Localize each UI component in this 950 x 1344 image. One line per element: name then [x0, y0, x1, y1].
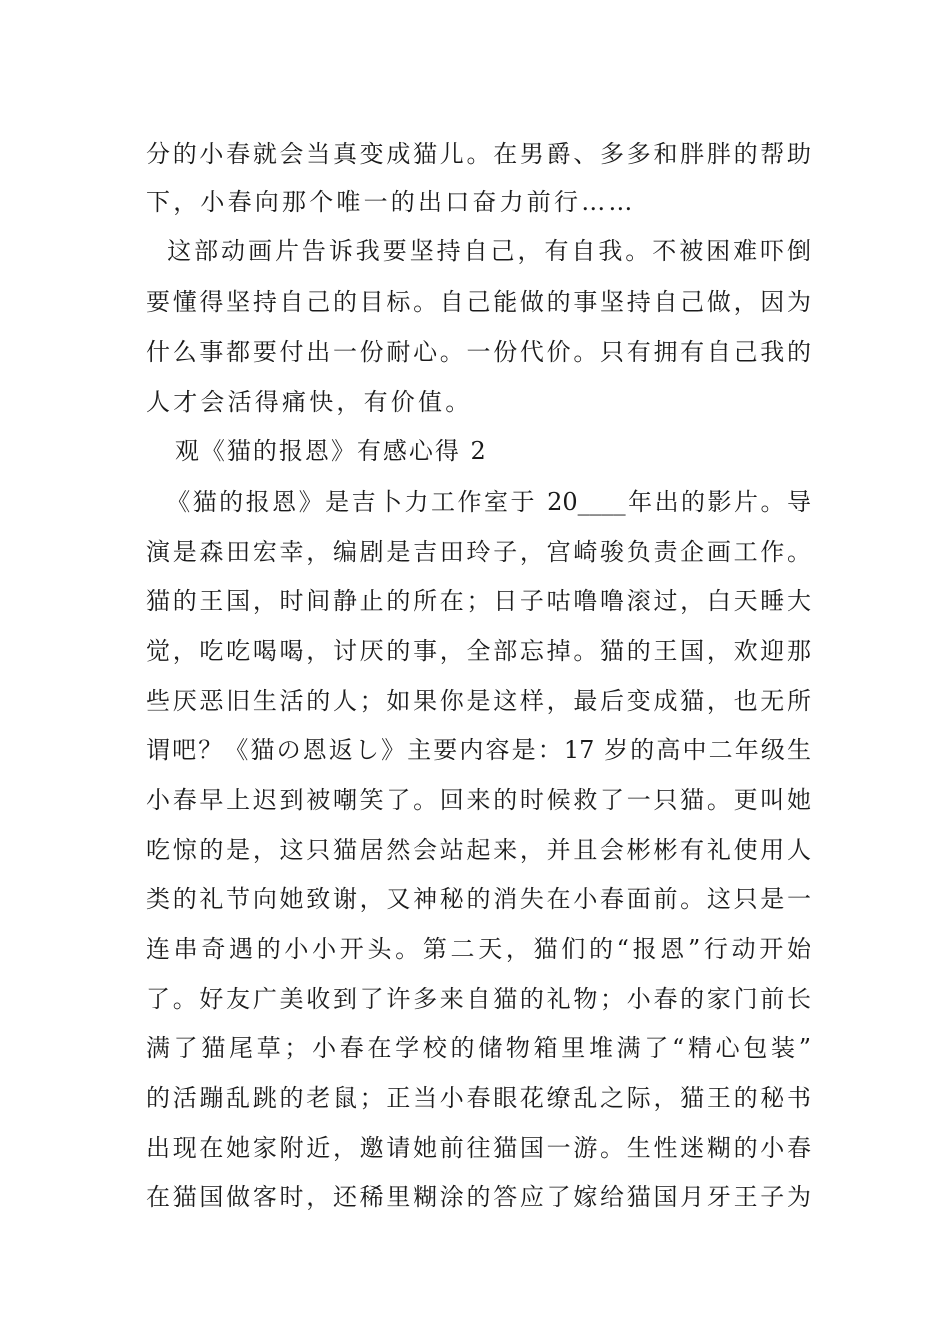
- text-line: 出现在她家附近，邀请她前往猫国一游。生性迷糊的小春: [146, 1134, 811, 1162]
- text-line: 要懂得坚持自己的目标。自己能做的事坚持自己做，因为: [146, 288, 811, 316]
- text-line: 吃惊的是，这只猫居然会站起来，并且会彬彬有礼使用人: [146, 836, 811, 864]
- text-line: 连串奇遇的小小开头。第二天，猫们的“报恩”行动开始: [146, 935, 811, 963]
- text-line: 类的礼节向她致谢，又神秘的消失在小春面前。这只是一: [146, 885, 811, 913]
- text-line: 人才会活得痛快，有价值。: [146, 388, 473, 416]
- text-line: 演是森田宏幸，编剧是吉田玲子，宫崎骏负责企画工作。: [146, 538, 811, 566]
- text-line: 了。好友广美收到了许多来自猫的礼物；小春的家门前长: [146, 985, 811, 1013]
- text-line: 觉，吃吃喝喝，讨厌的事，全部忘掉。猫的王国，欢迎那: [146, 637, 811, 665]
- text-line: 《猫的报恩》是吉卜力工作室于 20____年出的影片。导: [146, 488, 811, 516]
- section-heading: 观《猫的报恩》有感心得 2: [146, 437, 488, 465]
- text-line: 小春早上迟到被嘲笑了。回来的时候救了一只猫。更叫她: [146, 786, 811, 814]
- text-line: 猫的王国，时间静止的所在；日子咕噜噜滚过，白天睡大: [146, 587, 811, 615]
- text-line: 这部动画片告诉我要坚持自己，有自我。不被困难吓倒: [146, 237, 811, 265]
- text-line: 些厌恶旧生活的人；如果你是这样，最后变成猫，也无所: [146, 687, 811, 715]
- text-line: 的活蹦乱跳的老鼠；正当小春眼花缭乱之际，猫王的秘书: [146, 1084, 811, 1112]
- text-line: 什么事都要付出一份耐心。一份代价。只有拥有自己我的: [146, 338, 811, 366]
- text-line: 下，小春向那个唯一的出口奋力前行……: [146, 188, 636, 216]
- text-line: 谓吧？《猫の恩返し》主要内容是：17 岁的高中二年级生: [146, 736, 811, 764]
- text-line: 分的小春就会当真变成猫儿。在男爵、多多和胖胖的帮助: [146, 140, 811, 168]
- text-line: 满了猫尾草；小春在学校的储物箱里堆满了“精心包装”: [146, 1034, 811, 1062]
- text-line: 在猫国做客时，还稀里糊涂的答应了嫁给猫国月牙王子为: [146, 1183, 811, 1211]
